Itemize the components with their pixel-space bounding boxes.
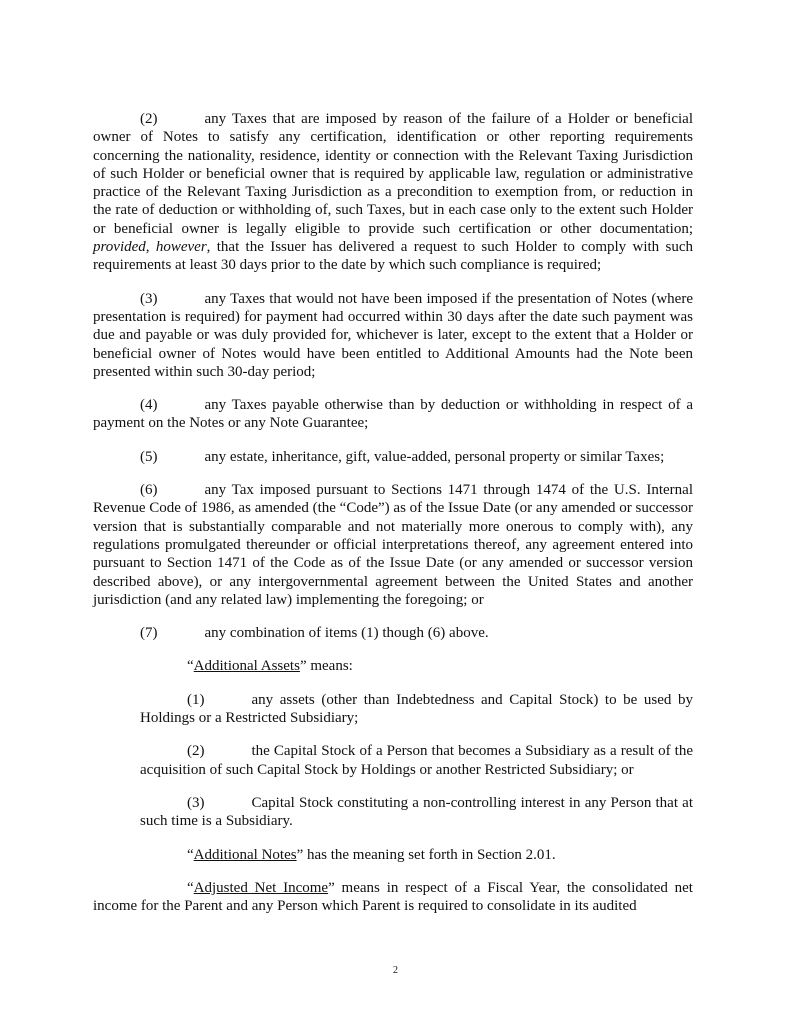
sub-item-3: (3) Capital Stock constituting a non-controlling interest in any Person that at such time is a Subsidiary. (140, 794, 693, 830)
paragraph-item-2: (2) any Taxes that are imposed by reason of the failure of a Holder or beneficial owner of Notes to satisfy any certification, identification or other reporting requirements concerning the nationality, residence, identity or connection with the Relevant Taxing Jurisdiction of such Holder or beneficial owner that is required by applicable law, regulation or administrative practice of the Relevant Taxing Jurisdiction as a precondition to exemption from, or reduction in the rate of deduction or withholding of, such Taxes, but in each case only to the extent such Holder or beneficial owner is legally eligible to provide such certification or other documentation; provided, however, that the Issuer has delivered a request to such Holder to comply with such requirements at least 30 days prior to the date by which such compliance is required; (93, 111, 693, 274)
paragraph-item-4: (4) any Taxes payable otherwise than by deduction or withholding in respect of a payment on the Notes or any Note Guarantee; (93, 397, 693, 432)
document-body (93, 110, 693, 930)
paragraph-item-7: (7) any combination of items (1) though (6) above. (140, 625, 489, 642)
definition-additional-assets: “Additional Assets” means: (187, 658, 353, 675)
paragraph-item-6: (6) any Tax imposed pursuant to Sections 1471 through 1474 of the U.S. Internal Revenue Code of 1986, as amended (the “Code”) as of the Issue Date (or any amended or successor version that is substantially comparable and not materially more onerous to comply with), any regulations promulgated thereunder or official interpretations thereof, any agreement entered into pursuant to Section 1471 of the Code as of the Issue Date (or any amended or successor version described above), or any intergovernmental agreement between the United States and another jurisdiction (and any related law) implementing the foregoing; or (93, 482, 693, 608)
sub-item-1: (1) any assets (other than Indebtedness and Capital Stock) to be used by Holdings or a Restricted Subsidiary; (140, 691, 693, 727)
definition-adjusted-net-income: “Adjusted Net Income” means in respect of a Fiscal Year, the consolidated net income for the Parent and any Person which Parent is required to consolidate in its audited (93, 879, 693, 915)
sub-item-2: (2) the Capital Stock of a Person that becomes a Subsidiary as a result of the acquisition of such Capital Stock by Holdings or another Restricted Subsidiary; or (140, 743, 693, 778)
definition-additional-notes: “Additional Notes” has the meaning set forth in Section 2.01. (187, 846, 556, 863)
paragraph-item-3: (3) any Taxes that would not have been imposed if the presentation of Notes (where presentation is required) for payment had occurred within 30 days after the date such payment was due and payable or was duly provided for, whichever is later, except to the extent that a Holder or beneficial owner of Notes would have been entitled to Additional Amounts had the Note been presented within such 30-day period; (93, 290, 693, 380)
page-number: 2 (393, 965, 398, 976)
paragraph-item-5: (5) any estate, inheritance, gift, value-added, personal property or similar Taxes; (140, 448, 665, 465)
